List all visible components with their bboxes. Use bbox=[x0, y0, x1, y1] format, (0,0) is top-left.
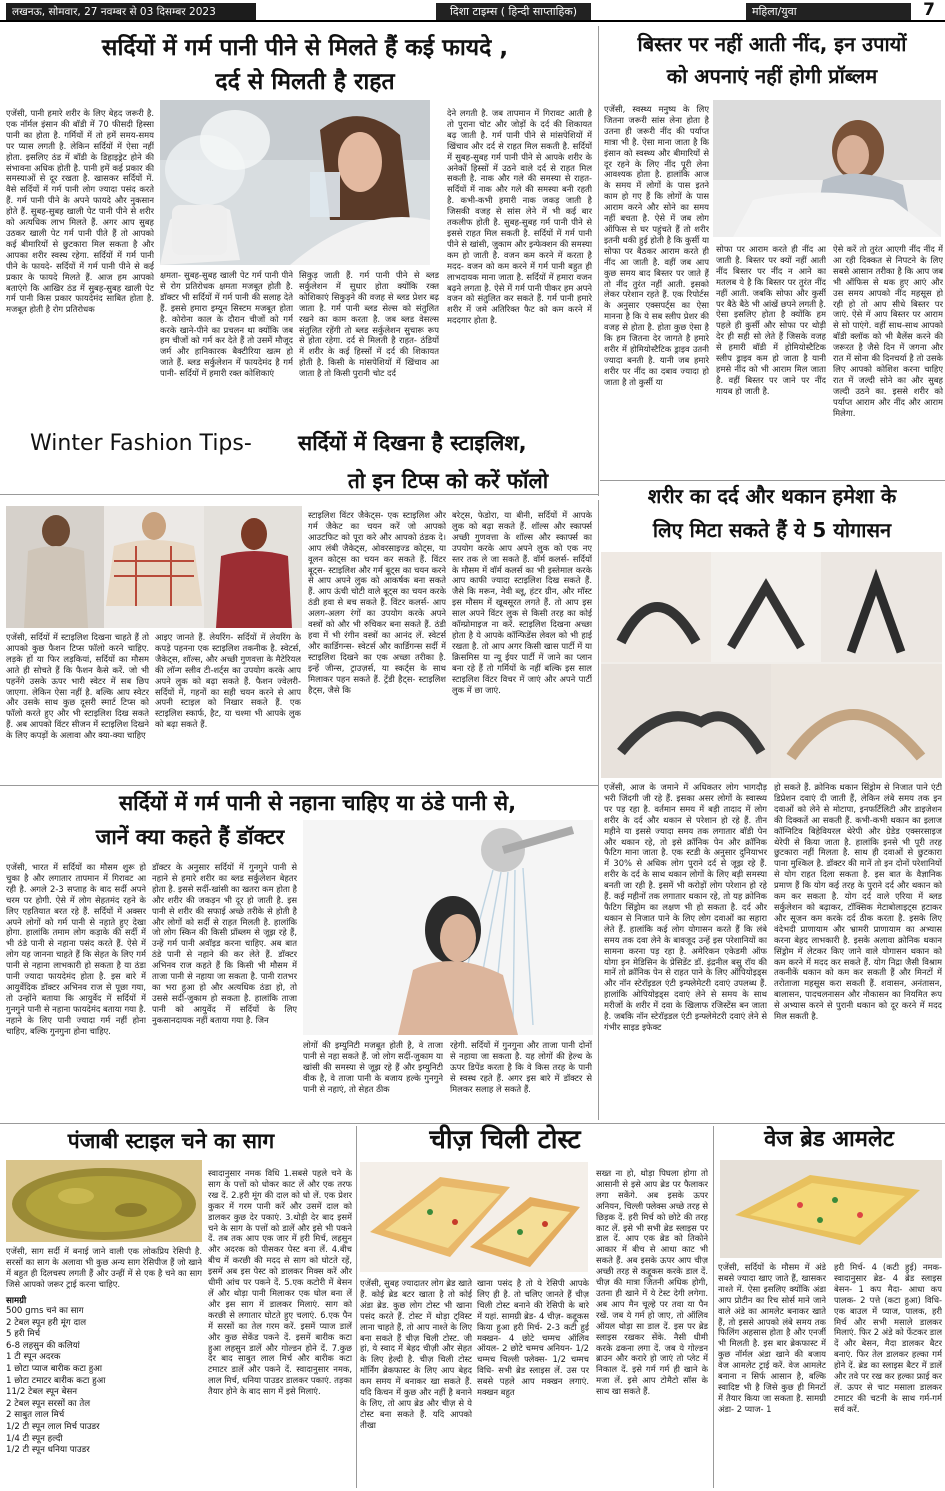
article2-col3: ऐसे करें तो तुरंत आएगी नींद नींद में आ रही दिक्कत से निपटने के लिए सबसे आसान तरीका है कि आप जब भी ऑफिस से थक हुए आएं और उस समय आपको नींद महसूस हो रही हो तो आप सीधे बिस्तर पर जाएं. ऐसे में आप बिस्तर पर आराम से सो पाएंगे. वहीं साथ-साथ आपको बॉडी क्लॉक को भी बैलेंस करने की जरूरत है जैसे दिन में जगना और रात में सोना की दिनचर्या है तो उसके लिए आपको कोशिश करना चाहिए रात में जल्दी सोने का और सुबह जल्दी उठने का. इससे शरीर को पर्याप्त आराम और नींद और आराम मिलेगा. bbox=[833, 244, 943, 418]
article3-headline-english: Winter Fashion Tips- bbox=[30, 431, 252, 456]
article2-headline-line1: बिस्तर पर नहीं आती नींद, इन उपायों bbox=[637, 32, 907, 56]
recipe2-col1: एजेंसी, सुबह ज्यादातर लोग ब्रेड खाते हैं. कोई ब्रेड बटर खाता है तो कोई अंडा ब्रेड. कुछ लोग टोस्ट भी खाना पसंद करते हैं. टोस्ट में थोड़ा ट्विस्ट लाना चाहते हैं, तो आप नाश्ते के लिए बना सकते हैं चीज़ चिली टोस्ट. जी हां, ये स्वाद में बेहद चीज़ी और सेहत के लिए हेल्दी है. चीज़ चिली टोस्ट मॉर्निंग ब्रेकफास्ट के लिए आप बेहद कम समय में बनाकर खा सकते हैं. यदि किचन में कुछ और नहीं है बनाने के लिए, तो आप ब्रेड और चीज़ से ये टोस्ट बना सकते हैं. यदि आपको तीखा bbox=[360, 1278, 472, 1430]
dateline: लखनऊ, सोमवार, 27 नवम्बर से 03 दिसम्बर 2023 bbox=[6, 3, 256, 20]
article5-headline-line2: जानें क्या कहते हैं डॉक्टर bbox=[95, 825, 285, 849]
winter-fashion-photo bbox=[6, 506, 302, 628]
article1-col1: एजेंसी, पानी हमारे शरीर के लिए बेहद जरूरी है. एक नॉर्मल इंसान की बॉडी में 70 फीसदी हिस्सा पानी का होता है. गर्मियों में तो हमें समय-समय पर प्यास लगती है. लेकिन सर्दियों में ऐसा नहीं होता. इसलिए ठंड में बॉडी के डिहाइड्रेट होने की संभावना अधिक होती है. पानी हमें कई प्रकार की समस्याओं से दूर रखता है. खासकर सर्दियों में. वैसे सर्दियों में गर्म पानी लोग ज्यादा पसंद करते हैं. गर्म पानी पीने के अपने फायदे और नुकसान होते हैं. सुबह-सुबह खाली पेट पानी पीने से शरीर को अत्यधिक लाभ मिलते हैं. अगर आप सुबह उठकर खाली पेट गर्म पानी पीते हैं तो आपको कई बीमारियों से छुटकारा मिल सकता है और आपका शरीर स्वस्थ रहेगा. सर्दियों में गर्म पानी पीने के फायदे- सर्दियों में गर्म पानी पीने से कई प्रकार के फायदे मिलते हैं. आज हम आपको बताएंगे कि आखिर ठंड में सुबह-सुबह खाली पेट गर्म पानी किस प्रकार फायदेमंद साबित होता है. मजबूत होती है रोग प्रतिरोधक bbox=[6, 108, 154, 315]
article4-headline-line2: लिए मिटा सकते हैं ये 5 योगासन bbox=[652, 518, 892, 542]
column-divider bbox=[356, 1126, 357, 1488]
recipe1-headline: पंजाबी स्टाइल चने का साग bbox=[67, 1129, 275, 1153]
article1-col2: क्षमता- सुबह-सुबह खाली पेट गर्म पानी पीने से रोग प्रतिरोधक क्षमता मजबूत होती है. डॉक्टर भी सर्दियों में गर्म पानी की सलाह देते हैं. इससे हमारा इम्यून सिस्टम मजबूत होता है. कोरोना काल के दौरान चीजों को गर्म करके खाने-पीने का प्रचलन था क्योंकि जब हम चीजों को गर्म कर देते हैं तो उसमें मौजूद जर्म और हानिकारक बैक्टीरिया खत्म हो जाते हैं. ब्लड सर्कुलेशन में फायदेमंद है गर्म पानी- सर्दियों में हमारी रक्त कोशिकाएं bbox=[160, 270, 293, 379]
article3-col4: बरेट्स, फेडोरा, या बीनी, सर्दियों में आपके लुक को बढ़ा सकते हैं. शॉल्स और स्कार्फ्स अच्छी गुणवत्ता के शॉल्स और स्कार्फ्स का उपयोग करके आप अपने लुक को एक नए स्तर तक ले जा सकते हैं. वॉर्म कलर्स- सर्दियों के मौसम में वॉर्म कलर्स का भी इस्तेमाल करके आप काफी ज्यादा स्टाइलिश दिख सकते हैं. जैसे कि मरून, नेवी ब्लू, हंटर ग्रीन, और मॉस्ट इस मौसम में खूबसूरत लगते हैं. तो आप इस साल अपने विंटर लुक से किसी तरह का कोई कॉम्प्रोमाइज ना करें. स्टाइलिश दिखना अच्छा होता है ये आपके कॉन्फिडेंस लेवल को भी हाई रखता है. तो आप अगर किसी खास पार्टी में या क्रिसमिस या न्यू ईयर पार्टी में जाने का प्लान बना रहे हैं तो गर्मियों के नहीं बल्कि इस साल स्टाइलिश विंटर विचर में जाएं और अपने पार्टी लुक में छा जाएं. bbox=[452, 510, 592, 695]
ingredient-item: 1/4 टी स्पून हल्दी bbox=[6, 1433, 63, 1444]
article1-headline-line2: दर्द से मिलती है राहत bbox=[215, 69, 395, 95]
column-divider bbox=[598, 500, 599, 1120]
recipe3-headline: वेज ब्रेड आमलेट bbox=[764, 1127, 894, 1152]
sleepless-woman-photo bbox=[713, 100, 941, 237]
woman-drinking-water-photo bbox=[160, 100, 430, 265]
page-number: 7 bbox=[923, 0, 935, 20]
article4-headline-line1: शरीर का दर्द और थकान हमेशा के bbox=[647, 484, 897, 508]
shower-photo bbox=[303, 820, 593, 1035]
article1-headline-line1: सर्दियों में गर्म पानी पीने से मिलते हैं कई फायदे , bbox=[101, 35, 509, 61]
ingredient-item: 1 छोटा प्याज बारीक कटा हुआ bbox=[6, 1363, 103, 1374]
article4-col2: हो सकते हैं. क्रोनिक थकान सिंड्रोम से निजात पाने एंटी डिप्रेशन दवाएं दी जाती हैं, लेकिन लंबे समय तक इन दवाओं को लेने से मोटापा, इनफर्टिलिटी और डाइजेशन की दिक्कतें आ सकती हैं. कभी-कभी थकान का इलाज कॉग्निटिव बिहेवियरल थेरेपी और ग्रेडेड एक्सरसाइज थेरेपी से किया जाता है. हालांकि इनसे भी पूरी तरह छुटकारा नहीं मिलता है. साथ ही दवाओं से छुटकारा पाना मुश्किल है. डॉक्टर की मानें तो इन दोनों परेशानियों से योग राहत दिला सकता है. इस बात के वैज्ञानिक प्रमाण हैं कि योग कई तरह के पुराने दर्द और थकान को कम कर सकता है. योग दर्द वाले एरिया में ब्लड सर्कुलेशन को बढ़ाकर, टॉक्सिक मेटाबोलाइट्स हटाकर और सूजन कम करके दर्द ठीक करता है. इसके लिए वंदेभदी प्राणायाम और भ्रामरी प्राणायाम का अभ्यास करना बेहद लाभकारी है. इसके अलावा क्रोनिक थकान सिंड्रोम में लेटकर किए जाने वाले योगासन थकान को कम करने में मदद कर सकते हैं. योग निद्रा जैसी विश्राम तकनीकें थकान को कम कर सकती हैं और मिनटों में तरोताजा महसूस करा सकती हैं. शवासन, अनंतासन, बालासन, पादचलनासन और नौकासन का नियमित रूप से अभ्यास करने से पुरानी थकान को दूर करने में मदद मिल सकती है. bbox=[774, 782, 942, 1022]
ingredient-item: 11/2 टेबल स्पून बेसन bbox=[6, 1387, 78, 1398]
article2-headline-line2: को अपनाएं नहीं होगी प्रॉब्लम bbox=[666, 64, 878, 88]
recipe3-col1: एजेंसी, सर्दियों के मौसम में अंडे सबसे ज्यादा खाए जाते हैं, खासकर नाश्ते में. ऐसा इसलिए क्योंकि अंडा आप प्रोटीन का रिच सोर्स माने जाने वाले अंडे का आमलेट बनाकर खाते हैं, तो इससे आपको लंबे समय तक फिलिंग अहसास होता है और एनर्जी भी मिलती है. इस बार ब्रेकफास्ट में कुछ नॉर्मल अंडा खाने की बजाय वेज आमलेट ट्राई करें. वेज आमलेट बनाना न सिर्फ आसान है, बल्कि स्वादिष्ट भी है जिसे कुछ ही मिनटों में तैयार किया जा सकता है. सामग्री अंडा- 2 प्याज- 1 bbox=[718, 1262, 826, 1414]
yoga-poses-photo bbox=[601, 552, 942, 778]
paper-name: दिशा टाइम्स ( हिन्दी साप्ताहिक) bbox=[436, 3, 591, 20]
article2-col1: एजेंसी, स्वस्थ्य मनुष्य के लिए जितना जरूरी सांस लेना होता है उतना ही जरूरी नींद की पर्याप्त मात्रा भी है. ऐसा माना जाता है कि इंसान को स्वस्थ्य और बीमारियों से दूर रहने के लिए नींद पूरी लेना आवश्यक होता है. हालांकि आज के समय में लोगों के पास इतने काम हो गए हैं कि लोगों के पास आराम करने और सोने का समय नहीं बचता है. ऐसे में जब लोग ऑफिस से घर पहुंचते हैं तो शरीर इतनी थकी हुई होती है कि कुर्सी या सोफा पर बैठकर आराम करते ही नींद आ जाती है. वहीं जब आप कुछ समय बाद बिस्तर पर जाते हैं तो नींद तुरंत नहीं आती. इसको लेकर परेशान रहते हैं. एक रिपोर्टस के अनुसार एक्सपर्ट्स का ऐसा मानना है कि ये सब स्लीप प्रेशर की वजह से होता है. होता कुछ ऐसा है कि हम जितना देर जागते है हमारे शरीर में होमियोस्टैटिक ड्राइव उतनी ज्यादा बनती है. यानी जब हमारे शरीर पर नींद का दबाव ज्यादा हो जाता है तो कुर्सी या bbox=[604, 104, 709, 387]
section-label: महिला/युवा bbox=[746, 3, 911, 20]
ingredient-item: 2 साबुत लाल मिर्च bbox=[6, 1410, 65, 1421]
recipe2-headline: चीज़ चिली टोस्ट bbox=[429, 1125, 581, 1155]
ingredient-item: 500 gms चने का साग bbox=[6, 1306, 84, 1316]
ingredient-item: 1 टी स्पून अदरक bbox=[6, 1352, 61, 1363]
article3-col2: आइए जानते हैं. लेयरिंग- सर्दियों में लेयरिंग के कपड़े पहनना एक स्टाइलिश तकनीक है. स्वेटर्स, जैकेट्स, शॉल्स, और अच्छी गुणवत्ता के मैटेरियल की लॉन्ग स्लीव टी-शर्ट्स का उपयोग करके आप अपने लुक को बढ़ा सकते हैं. फैशन ज्वेलरी- सर्दियों में, गहनों का सही चयन करने से आप अपनी स्टाइल को निखार सकते हैं. एक स्टाइलिश स्कार्फ, हैट, या चश्मा भी आपके लुक को बढ़ा सकते हैं. bbox=[155, 632, 301, 730]
recipe1-ingredients-list bbox=[6, 1306, 202, 1486]
article3-headline-line2: तो इन टिप्स को करें फॉलो bbox=[347, 469, 549, 493]
article5-headline-line1: सर्दियों में गर्म पानी से नहाना चाहिए या ठंडे पानी से, bbox=[118, 791, 517, 815]
ingredient-item: 5 हरी मिर्च bbox=[6, 1329, 41, 1340]
recipe2-col3: सख्त ना हो, थोड़ा पिघला होगा तो आसानी से इसे आप ब्रेड पर फैलाकर लगा सकेंगे. अब इसके ऊपर अनियन, चिल्ली फ्लेक्स अच्छे तरह से छिड़क दें. हरी मिर्च को छोटे की तरह काट लें. इसे भी सभी ब्रेड स्लाइस पर डाल दें. आप एक ब्रेड को तिकोने आकार में बीच से आधा काट भी सकते हैं. अब इसके ऊपर आप चीज़ अच्छी तरह से कद्दूकस करके डाल दें. चीज़ की मात्रा जितनी अधिक होगी, उतना ही खाने में ये टेस्ट देगी लगेगा. अब आप मैन चूल्हे पर तवा या पैन रखें. जब ये गर्म हो जाए, तो ऑलिव ऑयल थोड़ा सा डाल दें. इस पर ब्रेड स्लाइस रखकर सेंके. नैसी धीमी करके ढकना लगा दें. जब ये गोल्डन ब्राउन और करारे हो जाएं तो प्लेट में निकाल दें. इसे गर्म गर्म ही खाने के मजा लें. इसे आप टोमैटो सॉस के साथ खा सकते हैं. bbox=[596, 1168, 708, 1397]
column-divider bbox=[598, 26, 599, 496]
section-divider bbox=[0, 785, 598, 786]
column-divider bbox=[713, 1126, 714, 1488]
ingredient-item: 1/2 टी स्पून धनिया पाउडर bbox=[6, 1445, 90, 1456]
recipe2-col2: खाना पसंद है तो ये रेसिपी आपके लिए ही है. तो चलिए जानते हैं चीज़ चिली टोस्ट बनाने की रेसिपी के बारे में यहां. सामग्री ब्रेड- 4 चीज़- कद्दूकस किया हुआ हरी मिर्च- 2-3 कटी हुई मक्खन- 4 छोटे चम्मच ऑलिव ऑयल- 2 छोटे चम्मच अनियन- 1/2 चम्मच चिल्ली फ्लेक्स- 1/2 चम्मच विधि- सभी ब्रेड स्लाइस लें. उस पर सबसे पहले आप मक्खन लगाएं. मक्खन बहुत bbox=[477, 1278, 589, 1398]
article5-col1: एजेंसी, भारत में सर्दियों का मौसम शुरू हो चुका है और लगातार तापमान में गिरावट आ रही है. अगले 2-3 सप्ताह के बाद सर्दी अपने चरम पर होगी. ऐसे में लोग सेहतमंद रहने के लिए एहतियात बरत रहे हैं. सर्दियों में अक्सर अपने लोगों को गर्म पानी से नहाते हुए देखा होगा. हालांकि तमाम लोग कड़ाके की सर्दी में भी ठंडे पानी से नहाना पसंद करते हैं. ऐसे में लोग यह जानना चाहते हैं कि सेहत के लिए गर्म पानी से नहाना लाभकारी हो सकता है या ठंडा पानी ज्यादा फायदेमंद होता है. इस बारे में आयुर्वेदिक डॉक्टर अभिनव राज से पूछा गया, तो उन्होंने बताया कि आयुर्वेद में सर्दियों में गुनगुने पानी से नहाना फायदेमंद बताया गया है. नहाने के लिए पानी ज्यादा गर्म नहीं होना चाहिए, बल्कि गुनगुना होना चाहिए. bbox=[6, 862, 146, 1036]
ingredient-item: 2 टेबल स्पून सरसों का तेल bbox=[6, 1398, 91, 1409]
article2-col2: सोफा पर आराम करते ही नींद आ जाती है. बिस्तर पर क्यों नहीं आती नींद बिस्तर पर नींद न आने का मतलब ये है कि बिस्तर पर तुरंत नींद नहीं आती. जबकि सोफा और कुर्सी पर बैठे बैठे भी आंखें छपने लगती है. ऐसा इसलिए होता है क्योंकि हम पहले ही कुर्सी और सोफा पर थोड़ी देर ही सही सो लेते हैं जिसके वजह से हमारी बॉडी में होमियोस्टैटिक स्लीप ड्राइव कम हो जाता है यानी हमसे नींद को भी आराम मिल जाता है. वहीं बिस्तर पर जाने पर नींद गायब हो जाती है. bbox=[716, 244, 826, 396]
article1-col4: देने लगती है. जब तापमान में गिरावट आती है तो पुराना चोट और जोड़ों के दर्द की शिकायत बढ़ जाती है. गर्म पानी पीने से मांसपेशियों में खिंचाव और दर्द से राहत मिल सकती है. सर्दियों में सुबह-सुबह गर्म पानी पीने से आपके शरीर के अनेकों हिस्सों में उठने वाले दर्द से राहत मिल सकती है. नाक और गले की समस्या से राहत- सर्दियों में नाक और गले की समस्या बनी रहती है. कभी-कभी हमारी नाक जकड़ जाती है जिसकी वजह से सांस लेने में भी कई बार तकलीफ होती है. सुबह-सुबह गर्म पानी पीने से इससे राहत मिल सकती है. सर्दियों में गर्म पानी पीने से खांसी, जुकाम और इन्फेक्शन की समस्या कम हो जाती है. वजन कम करने में करता है मदद- वजन को कम करने में गर्म पानी बहुत ही लाभदायक माना जाता है. सर्दियों में हमारा वजन बढ़ने लगता है. ऐसे में गर्म पानी पीकर हम अपने वजन को संतुलित कर सकते हैं. गर्म पानी हमारे शरीर में जमे अतिरिक्त फैट को कम करने में मददगार होता है. bbox=[447, 108, 592, 326]
article3-col1: एजेंसी, सर्दियों में स्टाइलिश दिखना चाहते हैं तो आपको कुछ फैशन टिप्स फॉलो करने चाहिए. लड़के हों या फिर लड़कियां, सर्दियों का मौसम आते ही सोचते हैं कि फैशन कैसे करें. जो भी पहनेंगे उसके ऊपर भारी स्वेटर में सब छिप जाएगा. लेकिन ऐसा नहीं है. बल्कि आप स्वेटर और उसके साथ कुछ दूसरी स्मार्ट टिप्स को फॉलो करते हुए और भी स्टाइलिश दिख सकते हैं. अब आपको विंटर सीजन में स्टाइलिश दिखने के लिए कपड़ों के अलावा और क्या-क्या चाहिए bbox=[6, 632, 149, 741]
chana-saag-photo bbox=[6, 1160, 202, 1242]
ingredient-item: 1/2 टी स्पून लाल मिर्च पाउडर bbox=[6, 1421, 100, 1432]
ingredient-item: 2 टेबल स्पून हरी मूंग दाल bbox=[6, 1317, 87, 1328]
article5-col3: लोगों की इम्युनिटी मजबूत होती है, वे ताजा पानी से नहा सकते हैं. जो लोग सर्दी-जुकाम या खांसी की समस्या से जूझ रहे हैं और इम्युनिटी वीक है, वे ताजा पानी के बजाय हल्के गुनगुने पानी से नहाएं, तो सेहत ठीक bbox=[303, 1040, 443, 1094]
article4-col1: एजेंसी, आज के जमाने में अधिकतर लोग भागदौड़ भरी जिंदगी जी रहे हैं. इसका असर लोगों के स्वास्थ्य पर पड़ रहा है. वर्तमान समय में बड़ी तादाद में लोग शरीर के दर्द और थकान से परेशान हो रहे हैं. तीन महीने या इससे ज्यादा समय तक लगातार बॉडी पेन और थकान रहे, तो इसे क्रॉनिक पेन और क्रॉनिक फैटिग माना जाता है. एक स्टडी के अनुसार दुनियाभर में 30% से अधिक लोग पुराने दर्द से जूझ रहे हैं. शरीर के दर्द के साथ थकान लोगों के लिए बड़ी समस्या बनती जा रही है. इसमें भी करोड़ों लोग परेशान हो रहे हैं. कई महीनों तक लगातार थकान रहे, तो यह क्रोनिक फैटिग सिंड्रोम का लक्षण भी हो सकता है. दर्द और थकान से निजात पाने के लिए लोग दवाओं का सहारा लेते हैं. हालांकि कई लोग योगासन करते हैं कि लंबे समय तक दवा लेने के बावजूद उन्हें इस परेशानियों का सामना करना पड़ रहा है. अमेरिकन एकेडमी ऑफ योगा इन मेडिसिन के प्रेसिडेंट डॉ. इंद्रनील बसु राॅय की मानें तो क्रॉनिक पेन से राहत पाने के लिए ऑपियोइड्स और नॉन स्टेरॉइडल एंटी इन्फ्लेमेटरी दवाएं उपलब्ध हैं. हालांकि ओपियोइड्स दवाएं लेने से समय के साथ मरीजों के शरीर में दवा के खिलाफ रजिस्टेंस बन जाता है. जबकि नॉन स्टेरॉइडल एंटी इन्फ्लेमेटरी दवाएं लेने से गंभीर साइड इफेक्ट bbox=[604, 782, 767, 1032]
recipe1-method: स्वादानुसार नमक विधि 1.सबसे पहले चने के साग के पत्तों को धोकर काट लें और एक तरफ रख दें. 2.हरी मूंग की दाल को धो लें. एक प्रेशर कुकर में गरम पानी करें और उसमें दाल को डालकर कुछ देर पकाएं. 3.थोड़ी देर बाद इसमें चने के साग के पत्तों को डालें और इसे भी पकने दें. तब तक आप एक जार में हरी मिर्च, लहसुन और अदरक को पीसकर पेस्ट बना लें. 4.बीच बीच में करछी की मदद से साग को घोटते रहें, इसमें अब इस पेस्ट को डालकर मिक्स करें और धीमी आंच पर पकने दें. 5.एक कटोरी में बेसन लें और थोड़ा पानी मिलाकर एक घोल बना लें और इस साग में डालकर मिलाएं. साग को करछी से लगातार घोटते हुए चलाएं. 6.एक पैन में सरसों का तेल गरम करें. इसमें प्याज डालें और कुछ सेकेंड पकने दें. इसमें बारीक कटा हुआ लहसुन डालें और गोल्डन होने दें. 7.कुछ देर बाद साबुत लाल मिर्च और बारीक कटा टमाटर डालें और पकने दें. स्वादानुसार नमक, लाल मिर्च, धनिया पाउडर डालकर पकाएं. तड़का तैयार होने के बाद साग में इसे मिलाएं. bbox=[208, 1168, 352, 1397]
article3-headline-line1: सर्दियों में दिखना है स्टाइलिश, bbox=[298, 431, 527, 455]
article5-col2: डॉक्टर के अनुसार सर्दियों में गुनगुने पानी से नहाने से हमारे शरीर का ब्लड सर्कुलेशन बेहतर होता है. इससे सर्दी-खांसी का खतरा कम होता है और शरीर की जकड़न भी दूर हो जाती है. इस पानी से शरीर की सफाई अच्छे तरीके से होती है और लोगों को सर्दी से राहत मिलती है. हालांकि जो लोग स्किन की किसी प्रॉब्लम से जूझ रहे हैं, उन्हें गर्म पानी अवॉइड करना चाहिए. अब बात ठंडे पानी से नहाने की कर लेते हैं. डॉक्टर अभिनव राज कहते हैं कि किसी भी मौसम में ताजा पानी से नहाया जा सकता है. पानी रातभर का भरा हुआ हो और अत्यधिक ठंडा हो, तो उससे सर्दी-जुकाम हो सकता है. हालांकि ताजा पानी को आयुर्वेद में सर्दियों के लिए नुकसानदायक नहीं बताया गया है. जिन bbox=[152, 862, 297, 1025]
recipe3-col2: हरी मिर्च- 4 (कटी हुई) नमक- स्वादानुसार ब्रेड- 4 ब्रेड स्लाइस बेसन- 1 कप मैदा- आधा कप पालक- 2 पत्ते (कटा हुआ) विधि- एक बाउल में प्याज, पालक, हरी मिर्च और सभी मसाले डालकर मिलाएं. फिर 2 अंडे को फेंटकर डाल दें और बेसन, मैदा डालकर बैटर बनाएं. फिर तेल डालकर हल्का गर्म होने दें. ब्रेड का स्लाइस बैटर में डालें और तवे पर रख कर हल्का फ्राई कर लें. ऊपर से चाट मसाला डालकर टमाटर की चटनी के साथ गर्म-गर्म सर्व करें. bbox=[834, 1262, 942, 1414]
veg-bread-omelette-photo bbox=[720, 1160, 942, 1258]
article1-col3: सिकुड़ जाती हैं. गर्म पानी पीने से ब्लड सर्कुलेशन में सुधार होता क्योंकि रक्त कोशिकाएं सिकुड़ने की वजह से ब्लड प्रेशर बढ़ जाता है. गर्म पानी ब्लड सेल्स को संतुलित रखने का काम करता है. जब ब्लड वेसल्स संतुलित रहेंगी तो ब्लड सर्कुलेशन सुचारू रूप से होता रहेगा. दर्द से मिलती है राहत- ठंडियों में शरीर के कई हिस्सों में दर्द की शिकायत होती है. किसी के मांसपेशियों में खिंचाव आ जाता है तो किसी पुरानी चोट दर्द bbox=[299, 270, 439, 379]
cheese-chilli-toast-photo bbox=[360, 1162, 588, 1272]
article3-col3: स्टाइलिश विंटर जैकेट्स- एक स्टाइलिश और गर्म जैकेट का चयन करें जो आपको आउटफिट को पूरा करे और आपको ठंडक दे। आप लंबी जैकेट्स, ओवरसाइज्ड कोट्स, या वूलन कोट्स का चयन कर सकते हैं. विंटर बूट्स- स्टाइलिश और गर्म बूट्स का चयन करने से आप अपने लुक को आकर्षक बना सकते हैं. आप ऊंची चोटी वाले बूट्स का चयन करके ठंडी हवा से बच सकते हैं. विंटर कलर्स- आप अलग-अलग रंगों का उपयोग करके अपने वस्त्रों को और भी रुचिकर बना सकते हैं. ठंडी हवा में भी रंगीन वस्त्रों का आनंद लें. स्वेटर्स और कार्डिगन्स- स्वेटर्स और कार्डिगन्स सर्दी में स्टाइलिश दिखने का एक अच्छा तरीका है. इन्हें जीन्स, ट्राउज़र्स, या स्कर्ट्स के साथ मिलाकर पहन सकते हैं. ट्रेंडी हैट्स- स्टाइलिश हैट्स, जैसे कि bbox=[308, 510, 446, 695]
ingredient-item: 1 छोटा टमाटर बारीक कटा हुआ bbox=[6, 1375, 106, 1386]
article5-col4: रहेगी. सर्दियों में गुनगुना और ताजा पानी दोनों से नहाया जा सकता है. यह लोगों की हेल्थ के ऊपर डिपेंड करता है कि वे किस तरह के पानी से स्वस्थ रहते हैं. अगर इस बारे में डॉक्टर से मिलकर सलाह ले सकते हैं. bbox=[450, 1040, 592, 1094]
ingredient-item: 6-8 लहसुन की कलियां bbox=[6, 1340, 80, 1351]
recipe1-intro: एजेंसी, साग सर्दी में बनाई जाने वाली एक लोकप्रिय रेसिपी है. सरसों का साग के अलावा भी कुछ अन्य साग रेसिपीज हैं जो खाने में बहुत ही दिलचस्प लगती हैं और उन्हीं में से एक है चने का साग जिसे आपको जरूर ट्राई करना चाहिए. bbox=[6, 1246, 202, 1289]
section-divider-right bbox=[600, 480, 945, 481]
recipe1-ingredients-title: सामग्री bbox=[6, 1296, 27, 1306]
